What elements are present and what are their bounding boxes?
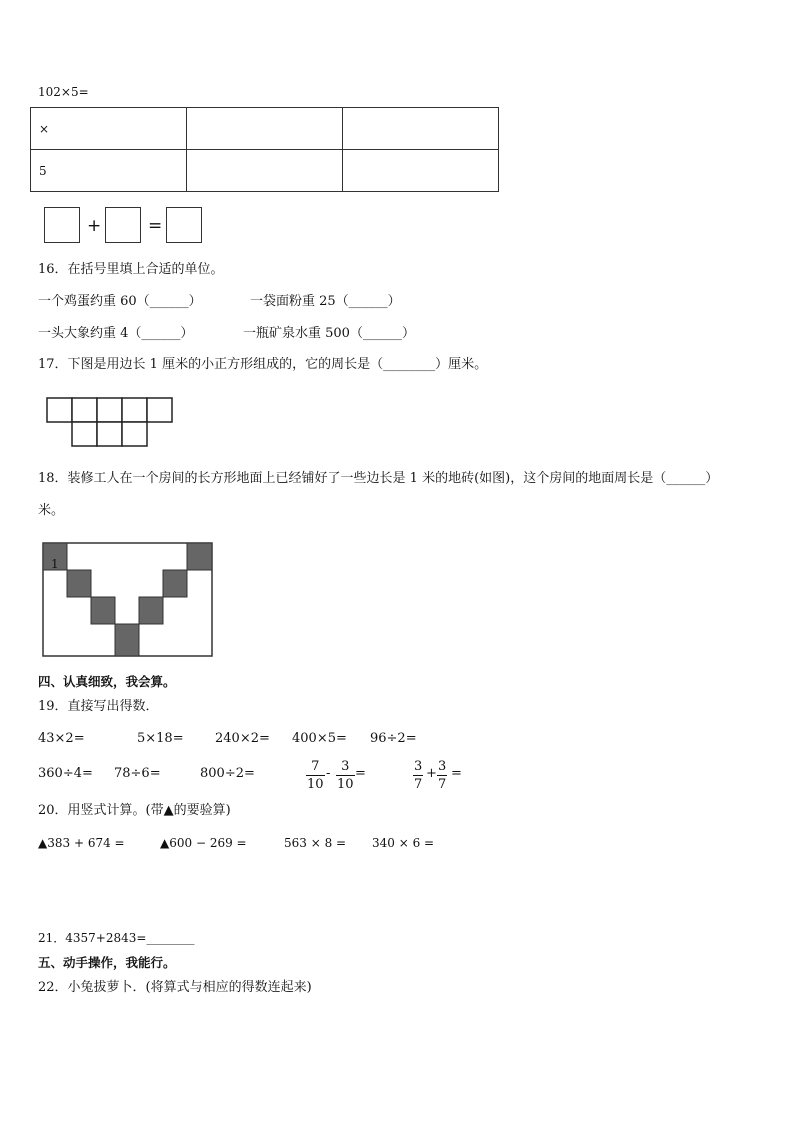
q16-item: 一头大象约重 4（______） <box>38 326 194 341</box>
fraction <box>306 758 325 793</box>
table-row <box>31 150 499 192</box>
fraction-numerator: 3 <box>414 759 423 774</box>
q16-item: 一瓶矿泉水重 500（______） <box>243 326 415 341</box>
fraction-denominator: 7 <box>414 777 423 792</box>
q22-title: 22．小兔拔萝卜．(将算式与相应的得数连起来) <box>38 980 312 995</box>
table-cell: × <box>31 108 187 150</box>
calc-item: 96÷2= <box>370 731 417 746</box>
q19-title: 19．直接写出得数． <box>38 699 159 714</box>
multiplication-table <box>30 107 499 192</box>
fraction-denominator: 7 <box>438 777 447 792</box>
table-cell[interactable] <box>343 108 499 150</box>
fraction-numerator: 7 <box>306 758 325 776</box>
calc-item: 5×18= <box>137 731 184 746</box>
calc-item: 78÷6= <box>114 766 161 781</box>
answer-box[interactable] <box>105 207 141 243</box>
table-cell[interactable] <box>187 108 343 150</box>
answer-box[interactable] <box>44 207 80 243</box>
fraction-denominator: 10 <box>337 777 354 792</box>
table-cell[interactable] <box>187 150 343 192</box>
table-row <box>31 108 499 150</box>
fraction-numerator: 3 <box>336 758 355 776</box>
q18-text: 18．装修工人在一个房间的长方形地面上已经铺好了一些边长是 1 米的地砖(如图)，这个房间的地面周长是（______） <box>38 471 719 486</box>
calc-item: 360÷4= <box>38 766 93 781</box>
minus-sign: - <box>326 766 331 781</box>
q17-text: 17．下图是用边长 1 厘米的小正方形组成的，它的周长是（________）厘米。 <box>38 357 488 372</box>
equals-sign: = <box>355 766 366 781</box>
section5-title: 五、动手操作，我能行。 <box>38 955 176 970</box>
q16-title: 16．在括号里填上合适的单位。 <box>38 262 224 277</box>
q16-item: 一个鸡蛋约重 60（______） <box>38 294 202 309</box>
q20-title: 20．用竖式计算。(带▲的要验算) <box>38 803 231 818</box>
calc-item: 400×5= <box>292 731 347 746</box>
fraction <box>336 758 355 793</box>
squares-figure <box>46 397 178 449</box>
vertical-calc-item: ▲600 − 269 = <box>160 836 247 850</box>
fraction <box>437 758 447 793</box>
tile-label: 1 <box>51 557 59 571</box>
vertical-calc-item: ▲383 + 674 = <box>38 836 125 850</box>
table-cell: 5 <box>31 150 187 192</box>
plus-sign: + <box>87 216 102 236</box>
answer-box[interactable] <box>166 207 202 243</box>
section4-title: 四、认真细致，我会算。 <box>38 674 176 689</box>
vertical-calc-item: 340 × 6 = <box>372 836 435 850</box>
equals-sign: = <box>451 766 462 781</box>
q15-expression: 102×5= <box>38 85 89 99</box>
q16-item: 一袋面粉重 25（______） <box>250 294 401 309</box>
fraction <box>413 758 423 793</box>
q18-text-cont: 米。 <box>38 503 65 518</box>
fraction-denominator: 10 <box>307 777 324 792</box>
q21-text: 21．4357+2843=________ <box>38 931 195 945</box>
vertical-calc-item: 563 × 8 = <box>284 836 347 850</box>
table-cell[interactable] <box>343 150 499 192</box>
equals-sign: = <box>148 216 163 236</box>
calc-item: 800÷2= <box>200 766 255 781</box>
fraction-numerator: 3 <box>438 759 447 774</box>
calc-item: 43×2= <box>38 731 85 746</box>
plus-sign: + <box>426 766 437 781</box>
floor-tile-figure <box>42 542 214 658</box>
calc-item: 240×2= <box>215 731 270 746</box>
